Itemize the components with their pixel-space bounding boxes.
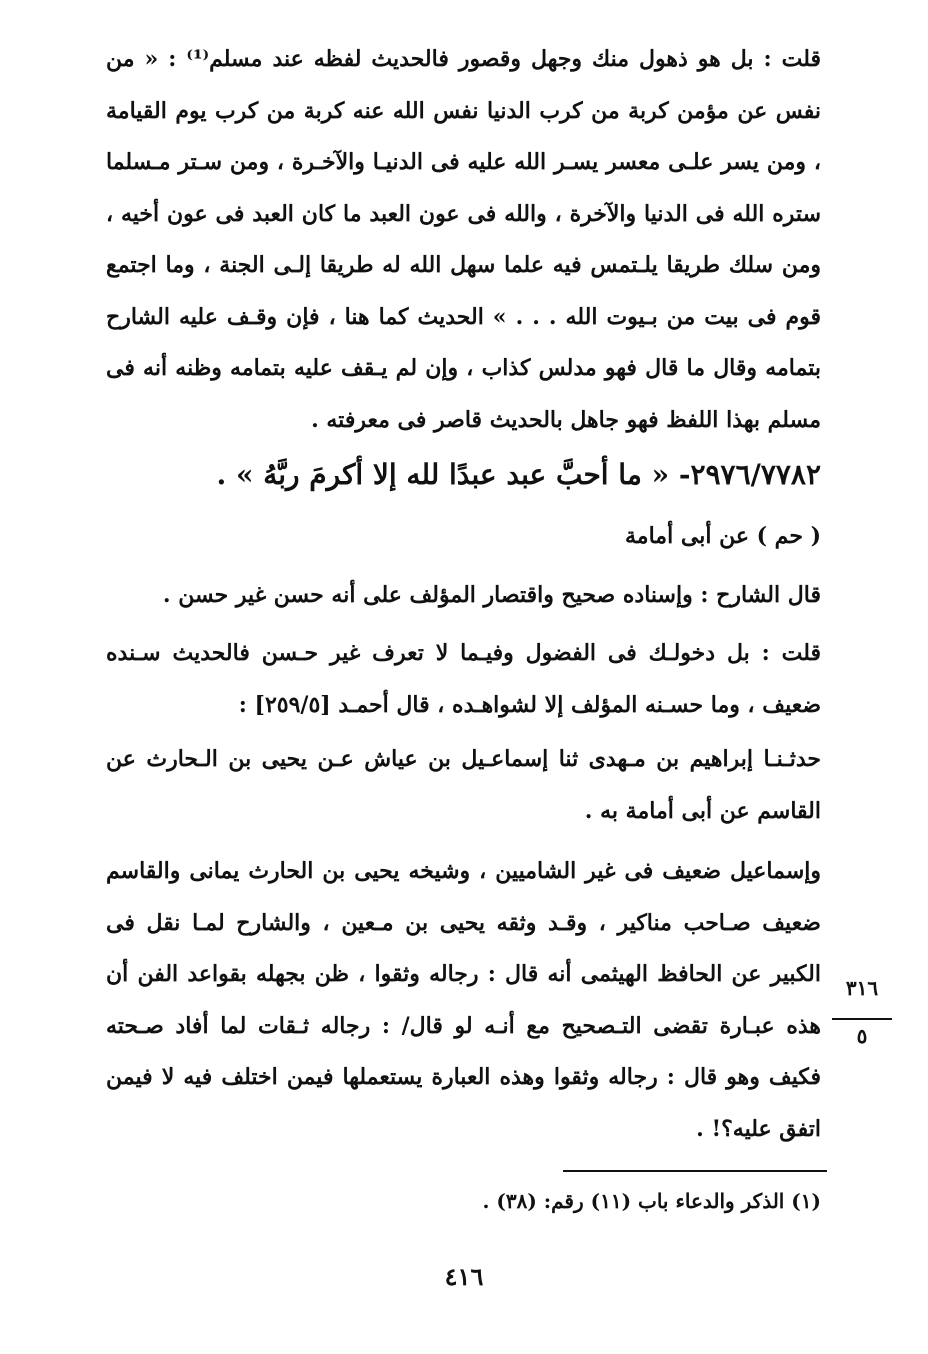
margin-page-ref-bottom: ٥ xyxy=(856,1024,868,1048)
paragraph-1 xyxy=(106,34,821,446)
hadith-source: ( حم ) عن أبى أمامة xyxy=(625,523,821,549)
paragraph-text: قال الشارح : وإسناده صحيح واقتصار المؤلف على أنه حسن غير حسن . xyxy=(162,582,821,608)
paragraph-5 xyxy=(106,846,821,1155)
paragraph-text: قلت : بل هو ذهول منك وجهل وقصور فالحديث لفظه عند مسلم⁽¹⁾ : « من نفس عن مؤمن كربة من كرب الدنيا نفس الله عنه كربة من كرب يوم القيامة ، ومن يسر علـى معسر يسـر الله عليه فى الدنيـا والآخـرة ، ومن سـتر مـسلما ستره الله فى الدنيا والآخرة ، والله فى عون العبد ما كان العبد فى عون أخيه ، ومن سلك طريقا يلـتمس فيه علما سهل الله له طريقا إلـى الجنة ، وما اجتمع قوم فى بيت من بـيوت الله . . . » الحديث كما هنا ، فإن وقـف عليه الشارح بتمامه وقال ما قال فهو مدلس كذاب ، وإن لم يـقف عليه بتمامه وظنه أنه فى مسلم بهذا اللفظ فهو جاهل بالحديث قاصر فى معرفته . xyxy=(106,46,821,433)
paragraph-text: قلت : بل دخولـك فى الفضول وفيـما لا تعرف غير حـسن فالحديث سـنده ضعيف ، وما حسـنه المؤلف إلا لشواهـده ، قال أحمـد [٢٥٩/٥] : xyxy=(106,640,821,718)
paragraph-text: وإسماعيل ضعيف فى غير الشاميين ، وشيخه يحيى بن الحارث يمانى والقاسم ضعيف صـاحب مناكير ، وقـد وثقه يحيى بن مـعين ، والشارح لمـا نقل فى الكبير عن الحافظ الهيثمى أنه قال : رجاله وثقوا ، ظن بجهله بقواعد الفن أن هذه عبـارة تقضى التـصحيح مع أنـه لو قال/ : رجاله ثـقات لما أفاد صـحته فكيف وهو قال : رجاله وثقوا وهذه العبارة يستعملها فيمن اختلف فيه لا فيمن اتفق عليه؟! . xyxy=(106,858,821,1142)
footnote: (١) الذكر والدعاء باب (١١) رقم: (٣٨) . xyxy=(482,1189,821,1213)
margin-divider xyxy=(832,1018,892,1020)
paragraph-3 xyxy=(106,628,821,731)
paragraph-text: حدثـنـا إبراهيم بن مـهدى ثنا إسماعـيل بن عياش عـن يحيى بن الـحارث عن القاسم عن أبى أمامة به . xyxy=(106,746,821,824)
page-number: ٤١٦ xyxy=(444,1262,484,1291)
margin-page-ref-top: ٣١٦ xyxy=(845,976,879,1000)
paragraph-4 xyxy=(106,734,821,837)
hadith-heading: ٢٩٧٦/٧٧٨٢- « ما أحبَّ عبد عبدًا لله إلا أكرمَ ربَّهُ » . xyxy=(216,458,821,491)
paragraph-2 xyxy=(106,570,821,622)
footnote-divider xyxy=(563,1170,827,1172)
